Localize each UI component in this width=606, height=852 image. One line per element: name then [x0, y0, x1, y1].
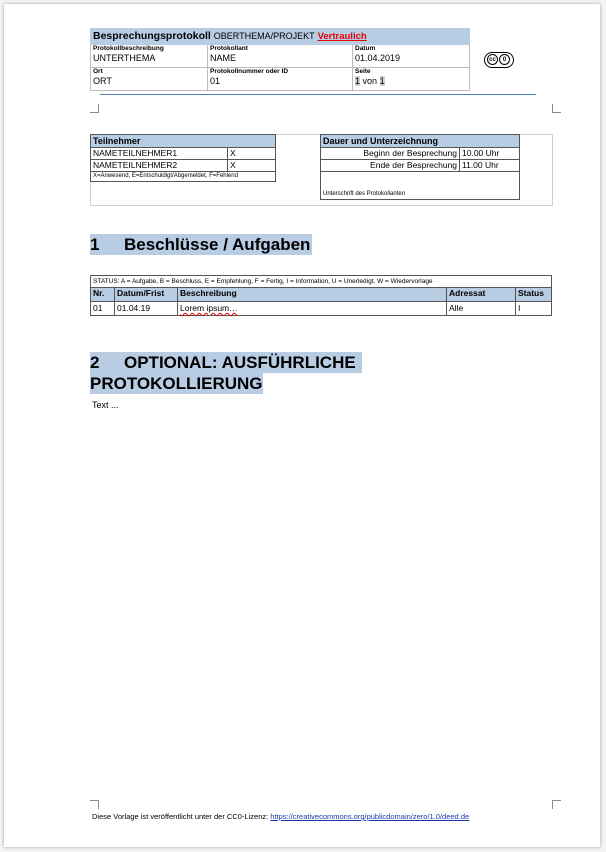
row-date[interactable]: 01.04.19 [115, 302, 178, 316]
footer-text: Diese Vorlage ist veröffentlicht unter der CC0-Lizenz: [92, 812, 269, 821]
section1-heading [90, 234, 312, 255]
participant-name-2[interactable]: NAMETEILNEHMER2 [91, 160, 228, 172]
date-label: Datum [355, 45, 376, 52]
start-value[interactable]: 10.00 Uhr [460, 148, 520, 160]
date-value: 01.04.2019 [355, 53, 401, 63]
header-title-cell [91, 29, 470, 45]
author-value: NAME [210, 53, 237, 63]
row-status[interactable]: I [516, 302, 552, 316]
page-label: Seite [355, 68, 371, 75]
page-current[interactable]: 1 [355, 76, 361, 86]
page-cell[interactable] [353, 68, 470, 91]
col-header-nr: Nr. [91, 288, 115, 302]
zero-icon: 0 [499, 54, 510, 65]
number-value: 01 [210, 76, 221, 86]
decisions-table [90, 275, 552, 316]
participant-status-1[interactable]: X [228, 148, 276, 160]
col-header-description: Beschreibung [178, 288, 447, 302]
date-cell[interactable] [353, 45, 470, 68]
page-total[interactable]: 1 [379, 76, 385, 86]
section1-number: 1 [90, 235, 100, 254]
confidential-link[interactable]: Vertraulich [317, 31, 367, 42]
crop-mark [90, 800, 99, 809]
row-nr[interactable]: 01 [91, 302, 115, 316]
signature-field[interactable] [321, 172, 520, 200]
document-title: Besprechungsprotokoll [93, 30, 211, 42]
section1-heading-box [90, 234, 312, 255]
participant-name-1[interactable]: NAMETEILNEHMER1 [91, 148, 228, 160]
footer-license-link[interactable]: https://creativecommons.org/publicdomain/zero/1.0/deed.de [270, 812, 470, 821]
number-label [210, 68, 350, 76]
section1-title: Beschlüsse / Aufgaben [124, 235, 311, 254]
row-description-text: Lorem ipsum… [180, 303, 238, 313]
signature-label: Unterschrift des Protokollanten [323, 191, 406, 197]
document-subtitle: OBERTHEMA/PROJEKT [213, 31, 315, 41]
section2-heading [90, 352, 510, 394]
page-of: von [362, 76, 378, 86]
participants-legend: X=Anwesend, E=Entschuldigt/Abgemeldet, F=Fehlend [91, 172, 276, 182]
crop-mark [552, 800, 561, 809]
row-description[interactable] [178, 302, 447, 316]
end-label: Ende der Besprechung [321, 160, 460, 172]
document-page [4, 4, 600, 847]
participants-table [90, 134, 276, 182]
cc0-icon [484, 52, 514, 68]
cc-icon: cc [487, 54, 498, 65]
col-header-status: Status [516, 288, 552, 302]
section2-body[interactable]: Text ... [92, 400, 119, 410]
row-addressee[interactable]: Alle [447, 302, 516, 316]
place-cell[interactable] [91, 68, 208, 91]
description-value: UNTERTHEMA [93, 53, 156, 63]
table-row [91, 302, 552, 316]
number-label-text: Protokollnummer oder ID [210, 68, 289, 75]
section2-title-line1: OPTIONAL: AUSFÜHRLICHE [124, 353, 356, 372]
status-legend: STATUS: A = Aufgabe, B = Beschluss, E = Empfehlung, F = Fertig, I = Information, U = Unerledigt, W = Wiedervorlage [91, 276, 552, 288]
duration-table [320, 134, 520, 200]
section2-number: 2 [90, 353, 100, 372]
place-value: ORT [93, 76, 112, 86]
participant-status-2[interactable]: X [228, 160, 276, 172]
author-cell[interactable] [208, 45, 353, 68]
section2-title-line2: PROTOKOLLIERUNG [90, 374, 263, 393]
number-cell[interactable] [208, 68, 353, 91]
start-label: Beginn der Besprechung [321, 148, 460, 160]
author-label: Protokollant [210, 45, 248, 52]
crop-mark [90, 104, 99, 113]
header-table [90, 28, 470, 91]
footer [92, 812, 469, 821]
col-header-addressee: Adressat [447, 288, 516, 302]
section2-heading-line1 [90, 352, 362, 373]
header-separator [100, 94, 536, 95]
participants-title: Teilnehmer [91, 135, 276, 148]
crop-mark [552, 104, 561, 113]
page-value [355, 76, 467, 87]
description-cell[interactable] [91, 45, 208, 68]
place-label: Ort [93, 68, 103, 75]
description-label: Protokollbeschreibung [93, 45, 164, 52]
end-value[interactable]: 11.00 Uhr [460, 160, 520, 172]
col-header-date: Datum/Frist [115, 288, 178, 302]
duration-title: Dauer und Unterzeichnung [321, 135, 520, 148]
